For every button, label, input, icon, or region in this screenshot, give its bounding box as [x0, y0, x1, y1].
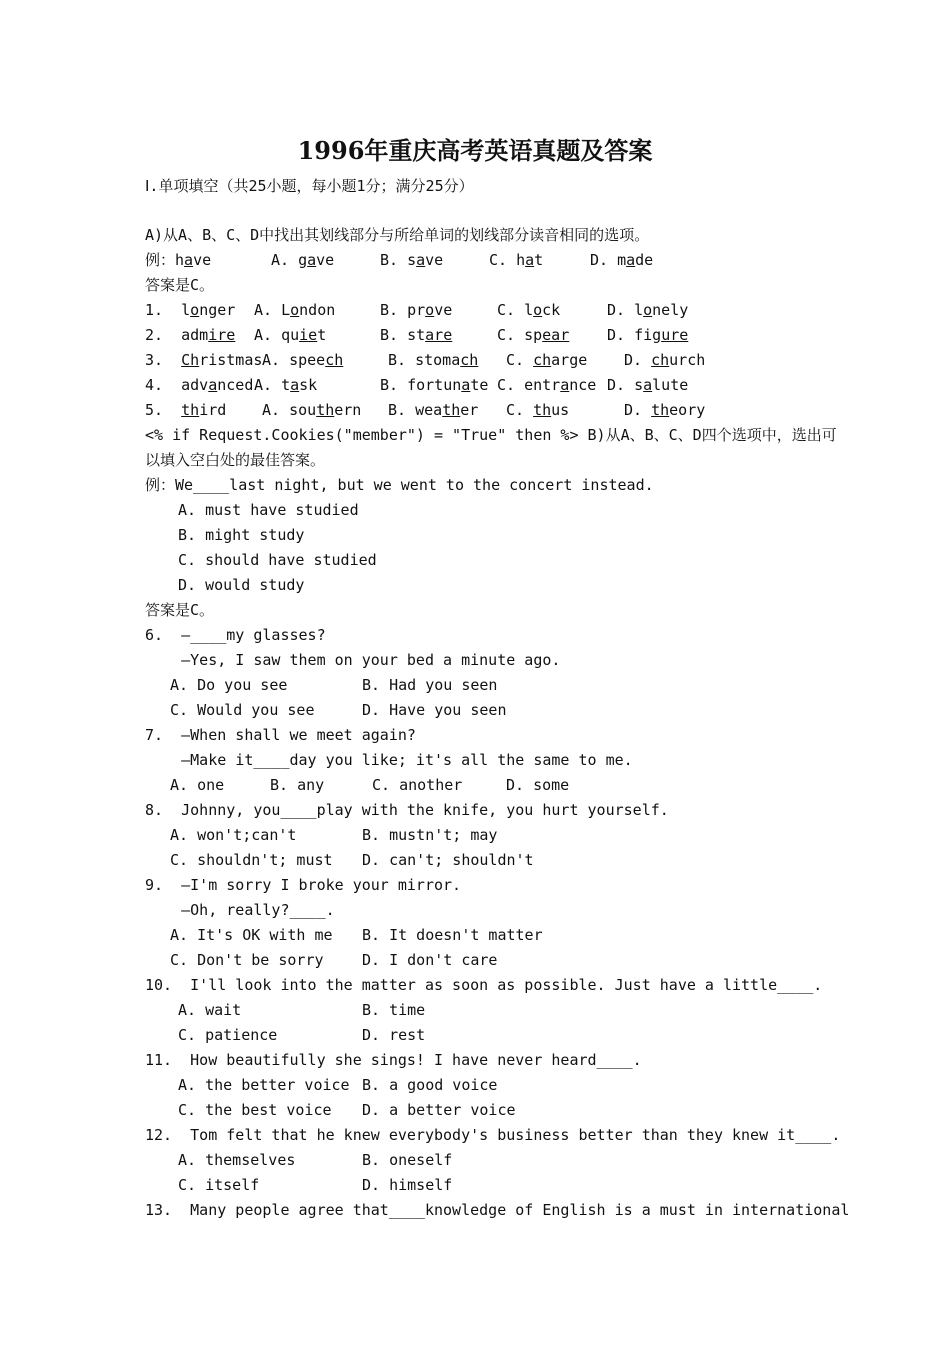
option-d: D. church [624, 351, 706, 369]
item-word: 1. longer [145, 301, 236, 319]
question-line: —Yes, I saw them on your bed a minute ago. [145, 651, 561, 669]
option-c: C. lock [497, 301, 561, 319]
option: A. one [170, 776, 225, 794]
option: D. himself [362, 1176, 453, 1194]
question-line: 13. Many people agree that____knowledge of English is a must in international [145, 1201, 850, 1219]
option: C. Would you see [170, 701, 315, 719]
option-b: B. prove [380, 301, 453, 319]
option: B. any [270, 776, 325, 794]
question-line: 6. —____my glasses? [145, 626, 326, 644]
option-a: A. quiet [254, 326, 327, 344]
part-b-instruction-cont: 以填入空白处的最佳答案。 [145, 451, 326, 469]
section-heading: Ⅰ.单项填空（共25小题，每小题1分；满分25分） [145, 177, 474, 195]
option-c: C. entrance [497, 376, 597, 394]
option-d: D. lonely [607, 301, 689, 319]
option: D. a better voice [362, 1101, 516, 1119]
option: D. I don't care [362, 951, 498, 969]
part-b-instruction: <% if Request.Cookies("member") = "True" then %> B)从A、B、C、D四个选项中，选出可 [145, 426, 837, 444]
option: A. It's OK with me [170, 926, 333, 944]
option: C. the best voice [178, 1101, 332, 1119]
item-word: 4. advanced [145, 376, 254, 394]
example-option: C. should have studied [178, 551, 377, 569]
page-title: 1996年重庆高考英语真题及答案 [297, 136, 653, 165]
answer-line: 答案是C。 [145, 601, 215, 619]
option-d: D. theory [624, 401, 706, 419]
option: D. Have you seen [362, 701, 507, 719]
option-c: C. hat [489, 251, 544, 269]
option: B. oneself [362, 1151, 453, 1169]
option: B. Had you seen [362, 676, 498, 694]
example-option: D. would study [178, 576, 305, 594]
question-line: 9. —I'm sorry I broke your mirror. [145, 876, 462, 894]
option: A. wait [178, 1001, 242, 1019]
option: B. It doesn't matter [362, 926, 543, 944]
part-a-instruction: A)从A、B、C、D中找出其划线部分与所给单词的划线部分读音相同的选项。 [145, 226, 650, 244]
option-a: A. speech [262, 351, 344, 369]
question-line: 8. Johnny, you____play with the knife, you hurt yourself. [145, 801, 669, 819]
example-stem: 例：We____last night, but we went to the concert instead. [145, 476, 654, 494]
option: B. mustn't; may [362, 826, 498, 844]
option-d: D. salute [607, 376, 689, 394]
example-option: B. might study [178, 526, 305, 544]
option: D. some [506, 776, 570, 794]
option-a: A. task [254, 376, 318, 394]
option: C. itself [178, 1176, 260, 1194]
option-c: C. charge [506, 351, 588, 369]
option-d: D. made [590, 251, 654, 269]
option-d: D. figure [607, 326, 689, 344]
option: A. won't;can't [170, 826, 297, 844]
option: A. Do you see [170, 676, 288, 694]
option: C. shouldn't; must [170, 851, 333, 869]
option: D. rest [362, 1026, 426, 1044]
option-a: A. London [254, 301, 336, 319]
option-a: A. southern [262, 401, 362, 419]
option-a: A. gave [271, 251, 335, 269]
item-word: 3. Christmas [145, 351, 263, 369]
answer-line: 答案是C。 [145, 276, 215, 294]
option: C. another [372, 776, 463, 794]
question-line: 11. How beautifully she sings! I have never heard____. [145, 1051, 642, 1069]
option-b: B. fortunate [380, 376, 489, 394]
item-word: 2. admire [145, 326, 236, 344]
option: A. the better voice [178, 1076, 350, 1094]
option-b: B. weather [388, 401, 479, 419]
option: B. time [362, 1001, 426, 1019]
question-line: 7. —When shall we meet again? [145, 726, 416, 744]
option-c: C. thus [506, 401, 570, 419]
item-word: 5. third [145, 401, 227, 419]
option-b: B. stare [380, 326, 453, 344]
question-line: —Make it____day you like; it's all the same to me. [145, 751, 633, 769]
option: C. patience [178, 1026, 278, 1044]
option: B. a good voice [362, 1076, 498, 1094]
example-option: A. must have studied [178, 501, 359, 519]
option: C. Don't be sorry [170, 951, 324, 969]
question-line: —Oh, really?____. [145, 901, 335, 919]
item-word: 例：have [145, 251, 212, 269]
option-b: B. stomach [388, 351, 479, 369]
option-b: B. save [380, 251, 444, 269]
option: D. can't; shouldn't [362, 851, 534, 869]
option: A. themselves [178, 1151, 296, 1169]
question-line: 12. Tom felt that he knew everybody's business better than they knew it____. [145, 1126, 841, 1144]
option-c: C. spear [497, 326, 570, 344]
question-line: 10. I'll look into the matter as soon as possible. Just have a little____. [145, 976, 823, 994]
